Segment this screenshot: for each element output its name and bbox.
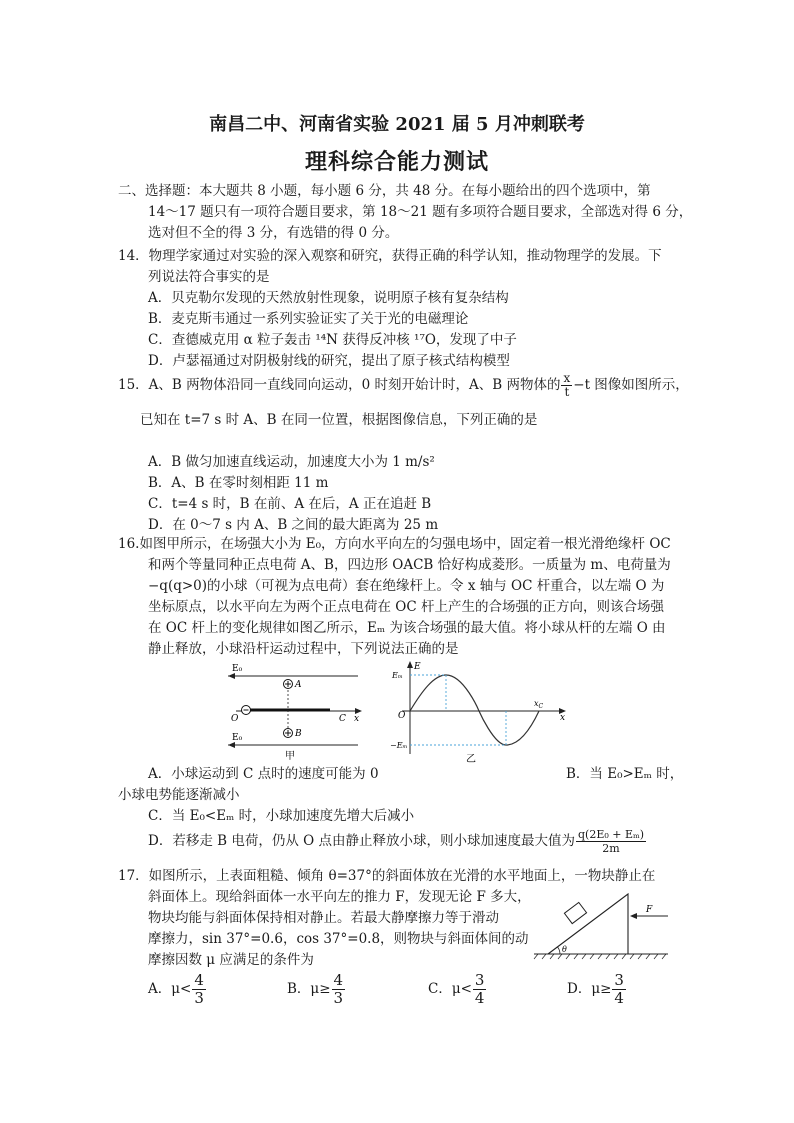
label-e0: E₀ bbox=[232, 733, 243, 743]
incline-figure bbox=[532, 882, 672, 960]
question-stem: 坐标原点，以水平向左为两个正点电荷在 OC 杆上产生的合场强的正方向，则该合场强 bbox=[148, 599, 664, 615]
field-curve bbox=[410, 675, 539, 745]
block-icon bbox=[564, 902, 586, 923]
option-text: D．μ≥ bbox=[567, 981, 612, 997]
max-accel-fraction bbox=[576, 828, 646, 855]
label-b: B bbox=[295, 729, 302, 739]
label-neg-em: −Eₘ bbox=[390, 741, 408, 750]
option-d-text: D．若移走 B 电荷，仍从 O 点由静止释放小球，则小球加速度最大值为 bbox=[148, 833, 575, 849]
option-b: B．A、B 在零时刻相距 11 m bbox=[148, 475, 329, 491]
question-stem: 在 OC 杆上的变化规律如图乙所示，Eₘ 为该合场强的最大值。将小球从杆的左端 O 由 bbox=[148, 620, 666, 636]
fraction-denominator: 4 bbox=[474, 989, 485, 1007]
option-fraction bbox=[473, 972, 487, 1007]
question-stem bbox=[118, 372, 689, 399]
fraction-numerator: 3 bbox=[474, 971, 485, 989]
label-e: E bbox=[414, 662, 421, 672]
question-stem: 静止释放，小球沿杆运动过程中，下列说法正确的是 bbox=[148, 641, 459, 657]
label-o: O bbox=[231, 714, 239, 724]
option-b-cont: 小球电势能逐渐减小 bbox=[118, 787, 240, 803]
x-over-t-fraction bbox=[561, 372, 572, 399]
question-stem: 物块均能与斜面体保持相对静止。若最大静摩擦力等于滑动 bbox=[148, 910, 499, 926]
option-c: C．t=4 s 时，B 在前、A 在后，A 正在追赶 B bbox=[148, 496, 432, 512]
option-a: A．贝克勒尔发现的天然放射性现象，说明原子核有复杂结构 bbox=[148, 290, 509, 306]
label-e0: E₀ bbox=[232, 664, 243, 674]
section-line: 二、选择题：本大题共 8 小题，每小题 6 分，共 48 分。在每小题给出的四个选项中，第 bbox=[118, 183, 651, 199]
fraction-denominator: t bbox=[564, 385, 570, 399]
option-fraction bbox=[192, 972, 206, 1007]
option-fraction bbox=[332, 972, 346, 1007]
question-stem: 17．如图所示，上表面粗糙、倾角 θ=37°的斜面体放在光滑的水平地面上，一物块静止在 bbox=[118, 868, 656, 884]
angle-arc bbox=[558, 947, 560, 954]
option-c: C．查德威克用 α 粒子轰击 ¹⁴N 获得反冲核 ¹⁷O，发现了中子 bbox=[148, 332, 517, 348]
figure-jia bbox=[222, 660, 372, 760]
fraction-numerator: 4 bbox=[194, 971, 204, 989]
option-text: C．μ< bbox=[428, 981, 472, 997]
question-stem: 摩擦因数 μ 应满足的条件为 bbox=[148, 952, 314, 968]
option-text: A．μ< bbox=[148, 981, 192, 997]
figure-caption: 甲 bbox=[285, 751, 295, 762]
question-stem: 列说法符合事实的是 bbox=[148, 269, 270, 285]
question-stem: 和两个等量同种正点电荷 A、B，四边形 OACB 恰好构成菱形。一质量为 m、电荷量为 bbox=[148, 557, 671, 573]
option-b bbox=[287, 972, 346, 1007]
fraction-numerator: x bbox=[563, 371, 571, 385]
question-stem: 14．物理学家通过对实验的深入观察和研究，获得正确的科学认知，推动物理学的发展。下 bbox=[118, 248, 662, 264]
fraction-denominator: 3 bbox=[333, 989, 344, 1007]
incline-body bbox=[548, 894, 628, 954]
option-a: A．小球运动到 C 点时的速度可能为 0 bbox=[148, 766, 379, 782]
option-d bbox=[567, 972, 627, 1007]
label-xc: $x_C$ bbox=[534, 699, 544, 710]
question-stem: 斜面体上。现给斜面体一水平向左的推力 F，发现无论 F 多大， bbox=[148, 889, 531, 905]
label-c: C bbox=[339, 714, 346, 724]
option-a: A．B 做匀加速直线运动，加速度大小为 1 m/s² bbox=[148, 454, 435, 470]
option-c: C．当 E₀<Eₘ 时，小球加速度先增大后减小 bbox=[148, 808, 415, 824]
option-b: B．当 E₀>Eₘ 时， bbox=[566, 766, 684, 782]
label-theta: θ bbox=[562, 945, 567, 954]
fraction-denominator: 2m bbox=[602, 842, 620, 855]
question-stem: 16.如图甲所示，在场强大小为 E₀，方向水平向左的匀强电场中，固定着一根光滑绝缘杆 OC bbox=[118, 536, 671, 552]
fraction-denominator: 3 bbox=[194, 989, 204, 1007]
option-d: D．卢瑟福通过对阴极射线的研究，提出了原子核式结构模型 bbox=[148, 353, 510, 369]
option-a bbox=[148, 972, 207, 1007]
option-fraction bbox=[612, 972, 626, 1007]
figure-caption: 乙 bbox=[466, 754, 476, 765]
figure-yi bbox=[392, 658, 572, 764]
page-title: 南昌二中、河南省实验 2021 届 5 月冲刺联考 bbox=[209, 114, 585, 135]
section-line: 14～17 题只有一项符合题目要求，第 18～21 题有多项符合题目要求，全部选对得 6 分， bbox=[148, 204, 693, 220]
option-text: B．μ≥ bbox=[287, 981, 331, 997]
option-b: B．麦克斯韦通过一系列实验证实了关于光的电磁理论 bbox=[148, 311, 469, 327]
label-f: F bbox=[646, 905, 653, 915]
label-a: A bbox=[295, 680, 302, 690]
fraction-numerator: 3 bbox=[614, 971, 624, 989]
question-stem: 已知在 t=7 s 时 A、B 在同一位置，根据图像信息，下列正确的是 bbox=[140, 412, 538, 428]
question-stem: 摩擦力，sin 37°=0.6，cos 37°=0.8，则物块与斜面体间的动 bbox=[148, 931, 529, 947]
stem-text: 15．A、B 两物体沿同一直线同向运动，0 时刻开始计时，A、B 两物体的 bbox=[118, 377, 561, 393]
stem-text: −t 图像如图所示， bbox=[573, 377, 689, 393]
label-x: x bbox=[560, 713, 566, 723]
label-em: Eₘ bbox=[392, 671, 403, 680]
label-x: x bbox=[354, 714, 360, 724]
section-line: 选对但不全的得 3 分，有选错的得 0 分。 bbox=[148, 225, 399, 241]
fraction-numerator: q(2E₀ + Eₘ) bbox=[577, 828, 645, 841]
arrow-left-icon bbox=[630, 913, 637, 919]
arrow-up-icon bbox=[407, 661, 413, 668]
option-c bbox=[428, 972, 487, 1007]
question-stem: −q(q>0)的小球（可视为点电荷）套在绝缘杆上。令 x 轴与 OC 杆重合，以左端 O 为 bbox=[148, 578, 665, 594]
option-d bbox=[148, 828, 647, 855]
fraction-numerator: 4 bbox=[333, 971, 344, 989]
ground-hatch bbox=[534, 954, 666, 959]
fraction-denominator: 4 bbox=[614, 989, 624, 1007]
label-o: O bbox=[398, 711, 406, 721]
page-subtitle: 理科综合能力测试 bbox=[304, 149, 489, 175]
option-d: D．在 0～7 s 内 A、B 之间的最大距离为 25 m bbox=[148, 517, 439, 533]
